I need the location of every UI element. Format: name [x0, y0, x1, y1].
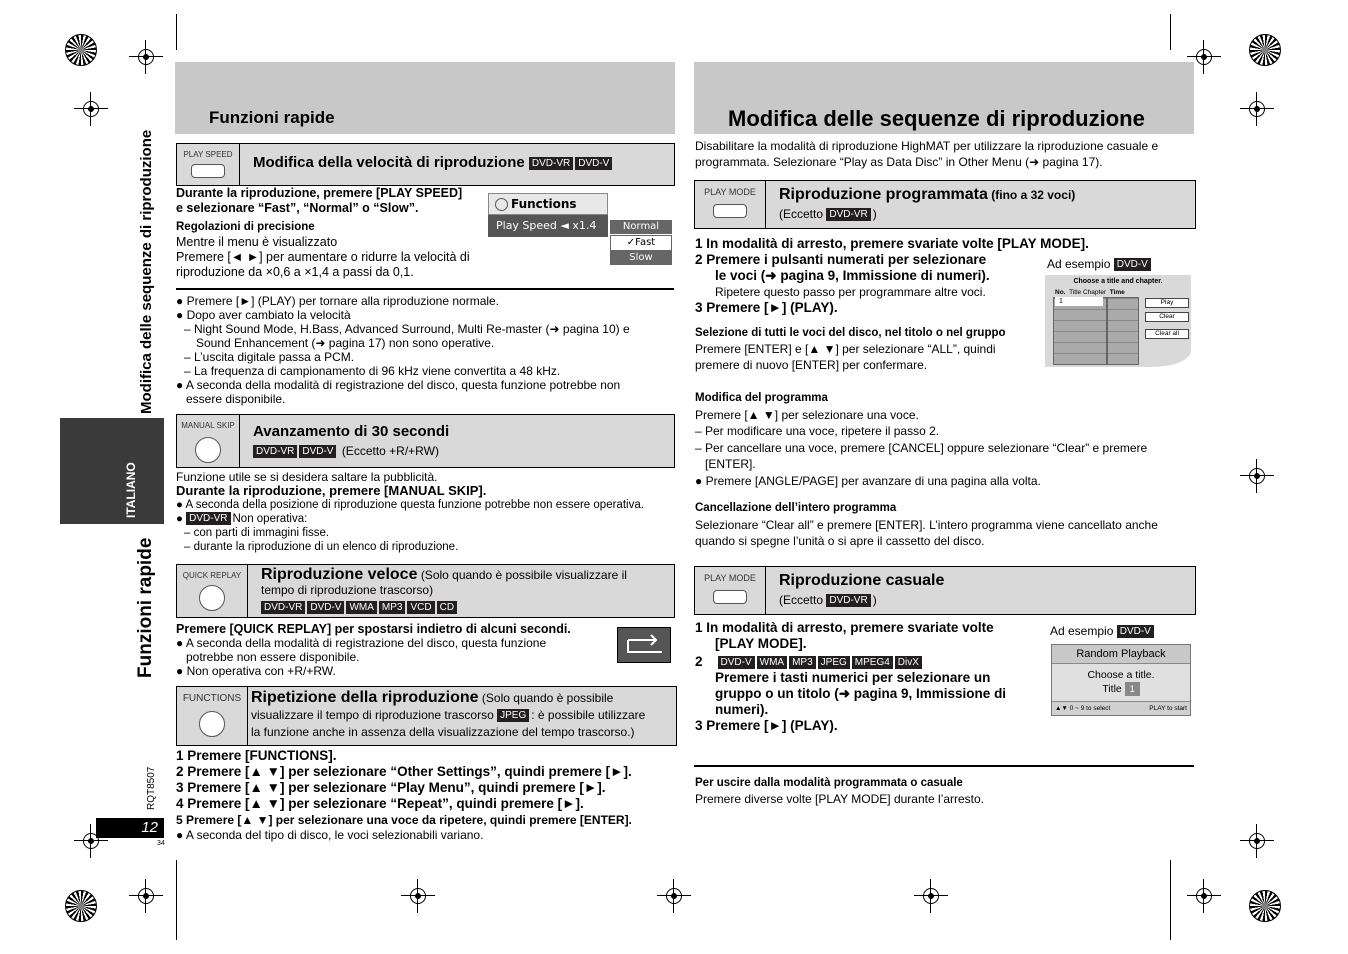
speed-precision: Regolazioni di precisione Mentre il menu è visualizzato Premere [◄ ►] per aumentare o ridurre la velocità di riproduzione da ×0,6 a ×1,4 a passi da 0,1.	[176, 221, 470, 279]
registration-rosette	[1249, 890, 1281, 922]
trim-line	[176, 14, 177, 50]
random-box	[694, 566, 1196, 615]
crosshair-mark	[1246, 465, 1268, 487]
screen-clear-all-button: Clear all	[1145, 329, 1189, 339]
disc-tag: DVD-VR	[529, 157, 573, 170]
program-delete: Cancellazione dell’intero programma Selezionare “Clear all” e premere [ENTER]. L’intero programma viene cancellato anche quando si spegne l’unità o si apre il cassetto del disco.	[695, 502, 1158, 548]
page-number-box	[96, 818, 164, 838]
replay-title: Riproduzione veloce (Solo quando è possibile visualizzare il tempo di riproduzione trascorso) DVD-VR DVD-V WMA MP3 VCD CD	[261, 566, 627, 614]
program-title: Riproduzione programmata (fino a 32 voci) (Eccetto DVD-VR )	[779, 186, 1076, 221]
crosshair-mark	[663, 885, 685, 907]
speed-box	[176, 143, 675, 186]
divider	[694, 765, 1194, 767]
crosshair-mark	[135, 46, 157, 68]
random-title: Riproduzione casuale (Eccetto DVD-VR )	[779, 572, 945, 607]
random-example-label: Ad esempio DVD-V	[1050, 624, 1156, 638]
sidebar-main-title: Funzioni rapide	[135, 537, 156, 678]
functions-menu-screen	[488, 193, 608, 237]
skip-title: Avanzamento di 30 secondi	[253, 423, 450, 440]
sidebar-section-title: Modifica delle sequenze di riproduzione	[138, 129, 155, 414]
program-select-all: Selezione di tutti le voci del disco, nel titolo o nel gruppo Premere [ENTER] e [▲ ▼] per selezionare “ALL”, quindi premere di nuovo [ENTER] per confermare.	[695, 327, 1006, 372]
random-steps: 1 In modalità di arresto, premere svariate volte [PLAY MODE]. 2 DVD-V WMA MP3 JPEG MPEG4 DivX Premere i tasti numerici per selezionare un gruppo o un titolo (➜ pagina 9, Immissione di numeri). 3 Premere [►] (PLAY).	[695, 620, 1007, 733]
trim-line	[176, 860, 177, 940]
screen-play-button: Play	[1145, 298, 1189, 308]
random-screen: Random Playback Choose a title. Title 1 ▲▼ 0 ~ 9 to select PLAY to start	[1051, 644, 1191, 716]
play-speed-value: Play Speed ◄ x1.4	[488, 215, 608, 237]
program-screen-cols: No. Title Chapter Time	[1055, 289, 1125, 296]
registration-rosette	[65, 890, 97, 922]
speed-options-list	[610, 220, 672, 265]
program-screen: Choose a title and chapter. No. Title Chapter Time 1 Play Clear Clear all	[1045, 275, 1191, 367]
right-header-title: Modifica delle sequenze di riproduzione	[728, 106, 1145, 131]
screen-clear-button: Clear	[1145, 312, 1189, 322]
disc-tag: DVD-V	[575, 157, 612, 170]
registration-rosette	[1249, 34, 1281, 66]
play-mode-button-icon: PLAY MODE	[695, 181, 766, 228]
repeat-box	[176, 686, 677, 746]
replay-arrow-icon	[617, 627, 671, 663]
language-tab	[60, 418, 164, 524]
speed-instruction: Durante la riproduzione, premere [PLAY SPEED] e selezionare “Fast”, “Normal” o “Slow”.	[176, 186, 463, 215]
right-intro: Disabilitare la modalità di riproduzione HighMAT per utilizzare la riproduzione casuale e programmata. Selezionare “Play as Data Disc” in Other Menu (➜ pagina 17).	[695, 139, 1159, 169]
option-normal: Normal	[610, 220, 672, 235]
crosshair-mark	[1246, 830, 1268, 852]
quick-replay-button-icon: QUICK REPLAY	[177, 565, 248, 617]
functions-button-icon: FUNCTIONS	[177, 687, 248, 745]
crosshair-mark	[1193, 46, 1215, 68]
play-mode-button-icon: PLAY MODE	[695, 567, 766, 614]
trim-line	[1170, 860, 1171, 940]
skip-tags: DVD-VR DVD-V (Eccetto +R/+RW)	[253, 444, 439, 458]
crosshair-mark	[80, 98, 102, 120]
speed-title: Modifica della velocità di riproduzione DVD-VR DVD-V	[253, 154, 614, 171]
manual-skip-button-icon: MANUAL SKIP	[177, 415, 240, 467]
language-label: ITALIANO	[124, 462, 138, 518]
crosshair-mark	[1246, 98, 1268, 120]
crosshair-mark	[407, 885, 429, 907]
trim-line	[1170, 14, 1171, 50]
exit-info: Per uscire dalla modalità programmata o casuale Premere diverse volte [PLAY MODE] durante l’arresto.	[695, 777, 985, 806]
program-modify: Modifica del programma Premere [▲ ▼] per selezionare una voce. – Per modificare una voce, ripetere il passo 2. – Per cancellare una voce, premere [CANCEL] oppure selezionare “Clear” e premere [ENTER]. ● Premere [ANGLE/PAGE] per avanzare di una pagina alla volta.	[695, 392, 1148, 488]
speed-notes: ● Premere [►] (PLAY) per tornare alla riproduzione normale. ● Dopo aver cambiato la velocità – Night Sound Mode, H.Bass, Advanced Surround, Multi Re-master (➜ pagina 10) e Sound Enhancement (➜ pagina 17) non sono operative. – L’uscita digitale passa a PCM. – La frequenza di campionamento di 96 kHz viene convertita a 48 kHz. ● A seconda della modalità di registrazione del disco, questa funzione potrebbe non essere disponibile.	[176, 294, 630, 406]
page-number: 12	[141, 819, 158, 836]
registration-rosette	[65, 34, 97, 66]
doc-code: RQT8507	[146, 766, 157, 810]
skip-notes: Funzione utile se si desidera saltare la pubblicità. Durante la riproduzione, premere [MANUAL SKIP]. ● A seconda della posizione di riproduzione questa funzione potrebbe non essere operativa. ● DVD-VR Non operativa: – con parti di immagini fisse. – durante la riproduzione di un elenco di riproduzione.	[176, 470, 644, 553]
play-speed-button-icon: PLAY SPEED	[177, 144, 240, 185]
divider	[176, 288, 674, 290]
functions-menu-title: Functions	[488, 193, 608, 215]
crosshair-mark	[135, 885, 157, 907]
repeat-steps: 1 Premere [FUNCTIONS]. 2 Premere [▲ ▼] per selezionare “Other Settings”, quindi premere [►]. 3 Premere [▲ ▼] per selezionare “Play Menu”, quindi premere [►]. 4 Premere [▲ ▼] per selezionare “Repeat”, quindi premere [►]. 5 Premere [▲ ▼] per selezionare una voce da ripetere, quindi premere [ENTER]. ● A seconda del tipo di disco, le voci selezionabili variano.	[176, 748, 632, 842]
functions-icon	[495, 198, 508, 211]
left-header-title: Funzioni rapide	[209, 108, 335, 127]
crosshair-mark	[920, 885, 942, 907]
option-slow: Slow	[610, 251, 672, 265]
repeat-title: Ripetizione della riproduzione (Solo quando è possibile visualizzare il tempo di riproduzione trascorso JPEG : è possibile utilizzare la funzione anche in assenza della visualizzazione del tempo trascorso.)	[251, 689, 646, 739]
program-box	[694, 180, 1196, 229]
left-header-band	[175, 62, 675, 134]
program-steps: 1 In modalità di arresto, premere svariate volte [PLAY MODE]. 2 Premere i pulsanti numerati per selezionare le voci (➜ pagina 9, Immissione di numeri). Ripetere questo passo per programmare altre voci. 3 Premere [►] (PLAY).	[695, 236, 1089, 315]
replay-box	[176, 564, 675, 618]
right-header-band	[694, 62, 1194, 134]
small-number: 34	[157, 840, 165, 847]
program-example-label: Ad esempio DVD-V	[1047, 257, 1153, 271]
replay-notes: Premere [QUICK REPLAY] per spostarsi indietro di alcuni secondi. ● A seconda della modalità di registrazione del disco, questa funzione potrebbe non essere disponibile. ● Non operativa con +R/+RW.	[176, 622, 571, 678]
skip-box	[176, 414, 675, 468]
option-fast: ✓Fast	[610, 235, 672, 251]
crosshair-mark	[1193, 885, 1215, 907]
